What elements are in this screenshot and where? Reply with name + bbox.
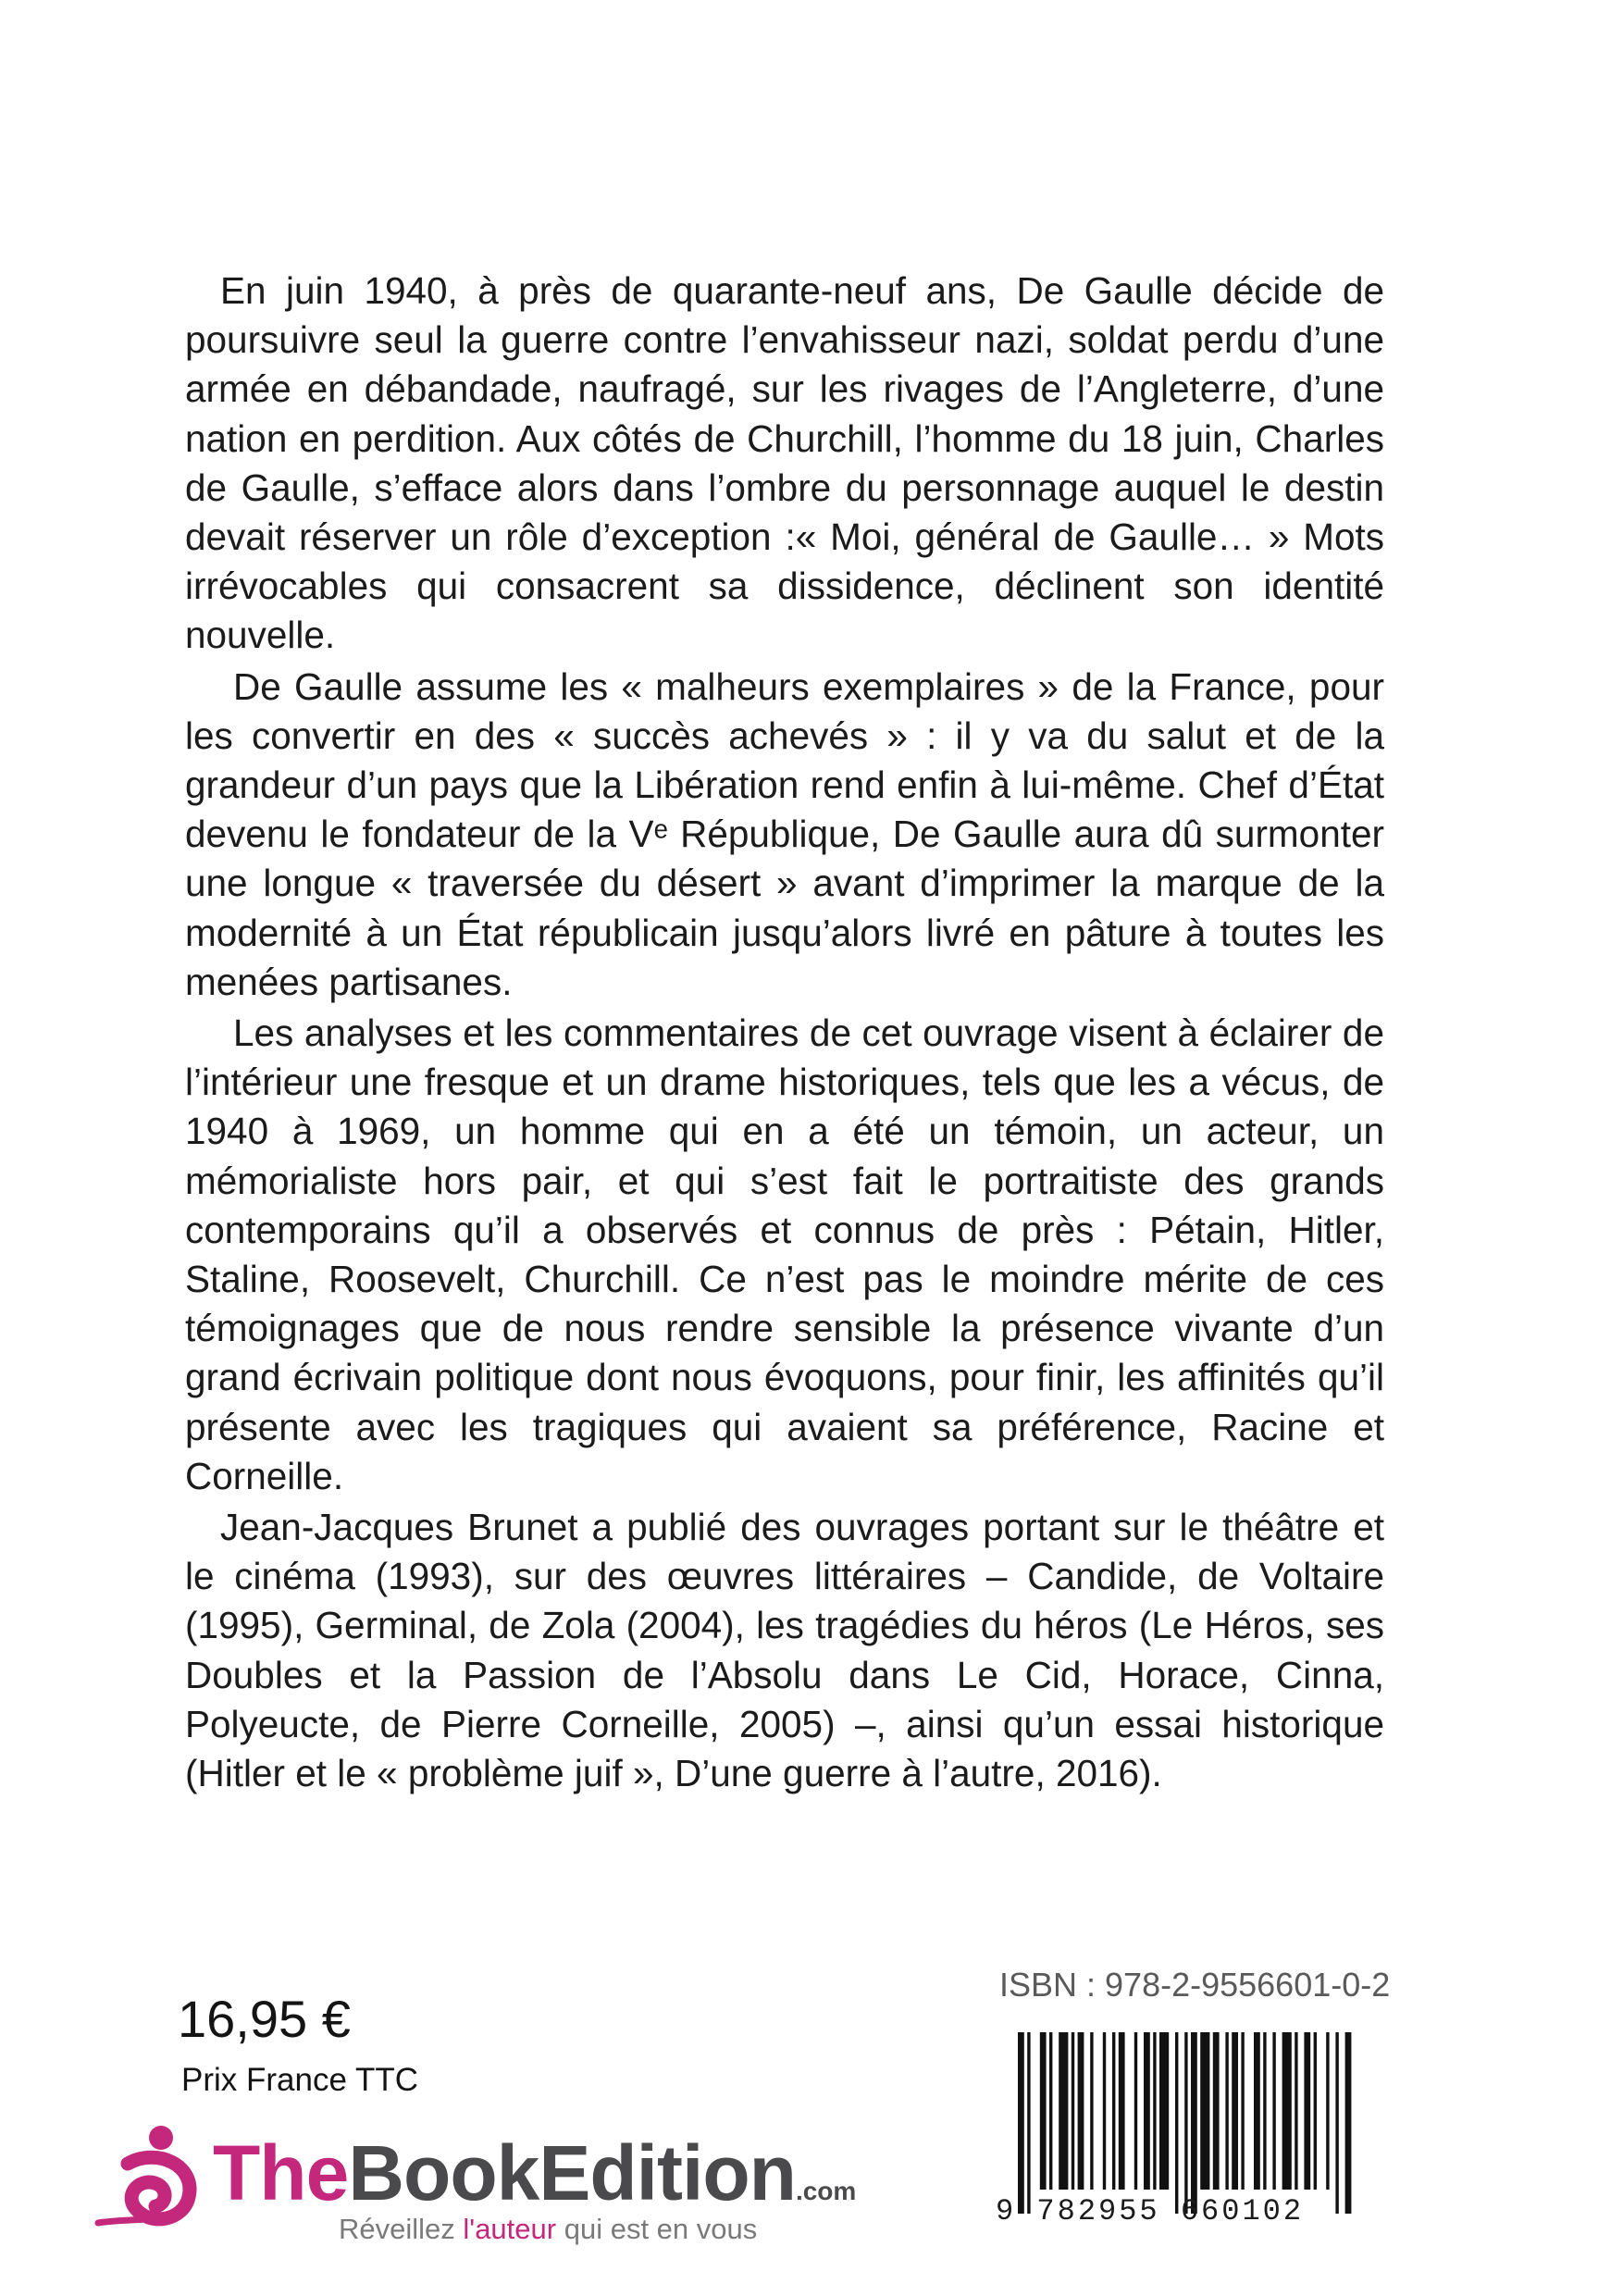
barcode-bar [1175,2032,1178,2214]
back-cover-blurb [185,267,1384,1800]
blurb-paragraph-1: En juin 1940, à près de quarante-neuf ans, De Gaulle décide de poursuivre seul la guerre contre l’envahisseur nazi, soldat perdu d’une armée en débandade, naufragé, sur les rivages de l’Angleterre, d’une nation en perdition. Aux côtés de Churchill, l’homme du 18 juin, Charles de Gaulle, s’efface alors dans l’ombre du personnage auquel le destin devait réserver un rôle d’exception :« Moi, général de Gaulle… » Mots irrévocables qui consacrent sa dissidence, déclinent son identité nouvelle. [185,269,1384,657]
barcode-bar [1049,2032,1052,2190]
barcode-bar [1241,2032,1244,2190]
barcode-bar [1254,2032,1260,2190]
blurb-paragraph-4: Jean-Jacques Brunet a publié des ouvrages portant sur le théâtre et le cinéma (1993), sur des œuvres littéraires – Candide, de Voltaire (1995), Germinal, de Zola (2004), les tragédies du héros (Le Héros, ses Doubles et la Passion de l’Absolu dans Le Cid, Horace, Cinna, Polyeucte, de Pierre Corneille, 2005) –, ainsi qu’un essai historique (Hitler et le « problème juif », D’une guerre à l’autre, 2016). [185,1506,1384,1795]
blurb-paragraph-2: De Gaulle assume les « malheurs exemplaires » de la France, pour les convertir en des « succès achevés » : il y va du salut et de la grandeur d’un pays que la Libération rend enfin à lui-même. Chef d’État devenu le fondateur de la Vᵉ République, De Gaulle aura dû surmonter une longue « traversée du désert » avant d’imprimer la marque de la modernité à un État républicain jusqu’alors livré en pâture à toutes les menées partisanes. [185,664,1384,1003]
barcode-bar [1335,2032,1338,2214]
barcode-bar [1184,2032,1187,2214]
barcode-bar [1112,2032,1115,2190]
barcode-bar [1326,2032,1329,2190]
barcode-bar [1153,2032,1156,2190]
publisher-logo [93,2119,857,2245]
barcode-bar [1225,2032,1228,2190]
barcode-bar [1027,2032,1030,2214]
barcode-bar [1232,2032,1238,2190]
barcode-bar [1314,2032,1317,2190]
barcode-bar [1345,2032,1352,2214]
barcode-bar [1159,2032,1169,2190]
tagline-start: Réveillez [339,2213,464,2245]
barcode-bar [1059,2032,1068,2190]
barcode-bar [1282,2032,1292,2190]
publisher-tagline [339,2214,757,2245]
barcode-bar [1263,2032,1266,2190]
barcode-bar [1191,2032,1197,2214]
barcode-bar [1018,2032,1024,2214]
isbn-label: ISBN : 978-2-9556601-0-2 [999,1966,1391,2004]
blurb-paragraph-3: Les analyses et les commentaires de cet ouvrage visent à éclairer de l’intérieur une fresque et un drame historiques, tels que les a vécus, de 1940 à 1969, un homme qui en a été un témoin, un acteur, un mémorialiste hors pair, et qui s’est fait le portraitiste des grands contemporains qu’il a observés et connus de près : Pétain, Hitler, Staline, Roosevelt, Churchill. Ce n’est pas le moindre mérite de ces témoignages que de nous rendre sensible la présence vivante d’un grand écrivain politique dont nous évoquons, pour finir, les affinités qu’il présente avec les tragiques qui avaient sa préférence, Racine et Corneille. [185,1011,1384,1497]
barcode-bar [1144,2032,1150,2190]
tagline-end: qui est en vous [556,2213,758,2245]
barcode-bar [1213,2032,1220,2190]
price-amount: 16,95 € [178,1990,351,2048]
barcode-digits: 9 782955 660102 [996,2194,1305,2228]
barcode-bar [1200,2032,1209,2190]
barcode-bar [1304,2032,1310,2190]
barcode-bar [1272,2032,1275,2190]
barcode-bar [1119,2032,1125,2190]
barcode-bar [1040,2032,1047,2190]
barcode-bar [1072,2032,1074,2190]
person-swirl-logo-icon [93,2119,213,2240]
price-label: Prix France TTC [181,2062,419,2098]
barcode-bar [1295,2032,1297,2190]
tagline-accent: l'auteur [463,2213,557,2245]
barcode-bar [1134,2032,1137,2190]
wordmark-the: The [213,2129,349,2216]
barcode-bar [1078,2032,1084,2190]
barcode-bar [1103,2032,1106,2190]
barcode-bar [1090,2032,1093,2190]
wordmark-domain: .com [795,2177,857,2205]
wordmark-bookedition: BookEdition [348,2129,796,2216]
